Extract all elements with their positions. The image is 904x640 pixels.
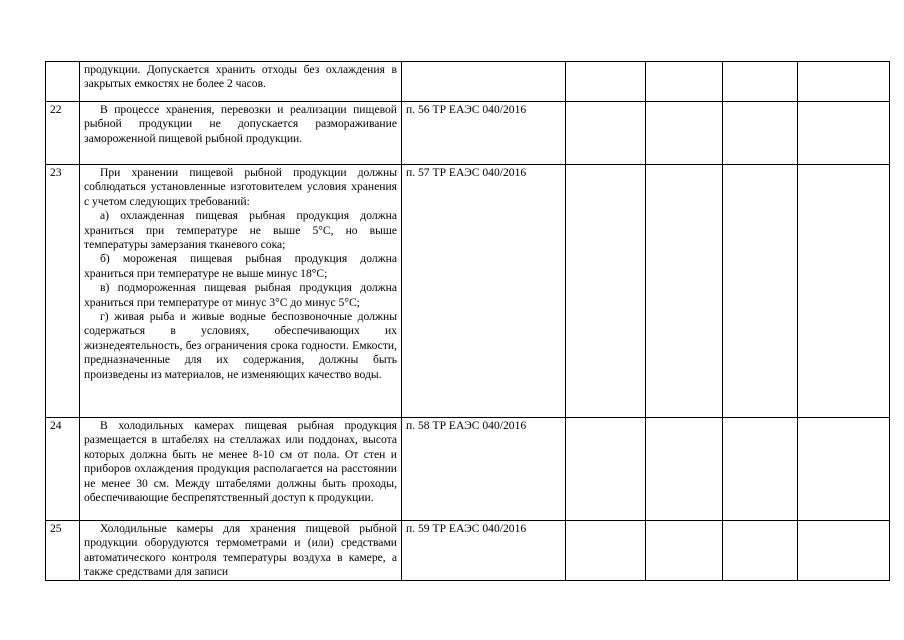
empty-cell (723, 62, 798, 102)
empty-cell (646, 165, 723, 418)
empty-cell (798, 418, 890, 521)
requirement-paragraph: в) подмороженная пищевая рыбная продукция должна храниться при температуре от минус 3°С до минус 5°С; (84, 281, 397, 309)
reference-cell (402, 62, 566, 102)
row-number-cell: 23 (46, 165, 80, 418)
requirement-paragraph: б) мороженая пищевая рыбная продукция должна храниться при температуре не выше минус 18°С; (84, 252, 397, 280)
row-number-cell: 25 (46, 521, 80, 581)
requirement-text-cell (80, 62, 402, 102)
empty-cell (798, 165, 890, 418)
empty-cell (798, 521, 890, 581)
requirement-paragraph: При хранении пищевой рыбной продукции должны соблюдаться установленные изготовителем условия хранения с учетом следующих требований: (84, 166, 397, 208)
requirement-text-cell (80, 418, 402, 521)
requirement-paragraph: продукции. Допускается хранить отходы без охлаждения в закрытых емкостях не более 2 часов. (84, 63, 397, 91)
empty-cell (723, 102, 798, 165)
row-number-cell: 22 (46, 102, 80, 165)
table-row (46, 62, 890, 102)
empty-cell (723, 165, 798, 418)
empty-cell (646, 62, 723, 102)
empty-cell (723, 521, 798, 581)
reference-cell: п. 59 ТР ЕАЭС 040/2016 (402, 521, 566, 581)
empty-cell (566, 62, 646, 102)
table-row (46, 521, 890, 581)
requirement-text-cell (80, 521, 402, 581)
table-row (46, 418, 890, 521)
table-row (46, 165, 890, 418)
reference-cell: п. 58 ТР ЕАЭС 040/2016 (402, 418, 566, 521)
empty-cell (566, 521, 646, 581)
requirement-paragraph: В процессе хранения, перевозки и реализации пищевой рыбной продукции не допускается размораживание замороженной пищевой рыбной продукции. (84, 103, 397, 145)
requirement-paragraph: а) охлажденная пищевая рыбная продукция должна храниться при температуре не выше 5°С, но выше температуры замерзания тканевого сока; (84, 209, 397, 252)
empty-cell (646, 102, 723, 165)
empty-cell (723, 418, 798, 521)
requirement-paragraph: г) живая рыба и живые водные беспозвоночные должны содержаться в условиях, обеспечивающих их жизнедеятельность, без ограничения срока годности. Емкости, предназначенные для их содержания, должны быть произведены из материалов, не изменяющих качество воды. (84, 310, 397, 381)
requirement-paragraph: В холодильных камерах пищевая рыбная продукция размещается в штабелях на стеллажах или поддонах, высота которых должна быть не менее 8-10 см от пола. От стен и приборов охлаждения продукция располагается на расстоянии не менее 30 см. Между штабелями должны быть проходы, обеспечивающие беспрепятственный доступ к продукции. (84, 419, 397, 505)
empty-cell (646, 418, 723, 521)
requirement-paragraph: Холодильные камеры для хранения пищевой рыбной продукции оборудуются термометрами и (или) средствами автоматического контроля температуры воздуха в камере, а также средствами для записи (84, 522, 397, 579)
empty-cell (566, 102, 646, 165)
empty-cell (566, 165, 646, 418)
requirements-table (45, 61, 890, 581)
row-number-cell (46, 62, 80, 102)
table-row (46, 102, 890, 165)
empty-cell (566, 418, 646, 521)
requirement-text-cell (80, 165, 402, 418)
row-number-cell: 24 (46, 418, 80, 521)
empty-cell (798, 62, 890, 102)
empty-cell (646, 521, 723, 581)
reference-cell: п. 57 ТР ЕАЭС 040/2016 (402, 165, 566, 418)
reference-cell: п. 56 ТР ЕАЭС 040/2016 (402, 102, 566, 165)
empty-cell (798, 102, 890, 165)
requirement-text-cell (80, 102, 402, 165)
